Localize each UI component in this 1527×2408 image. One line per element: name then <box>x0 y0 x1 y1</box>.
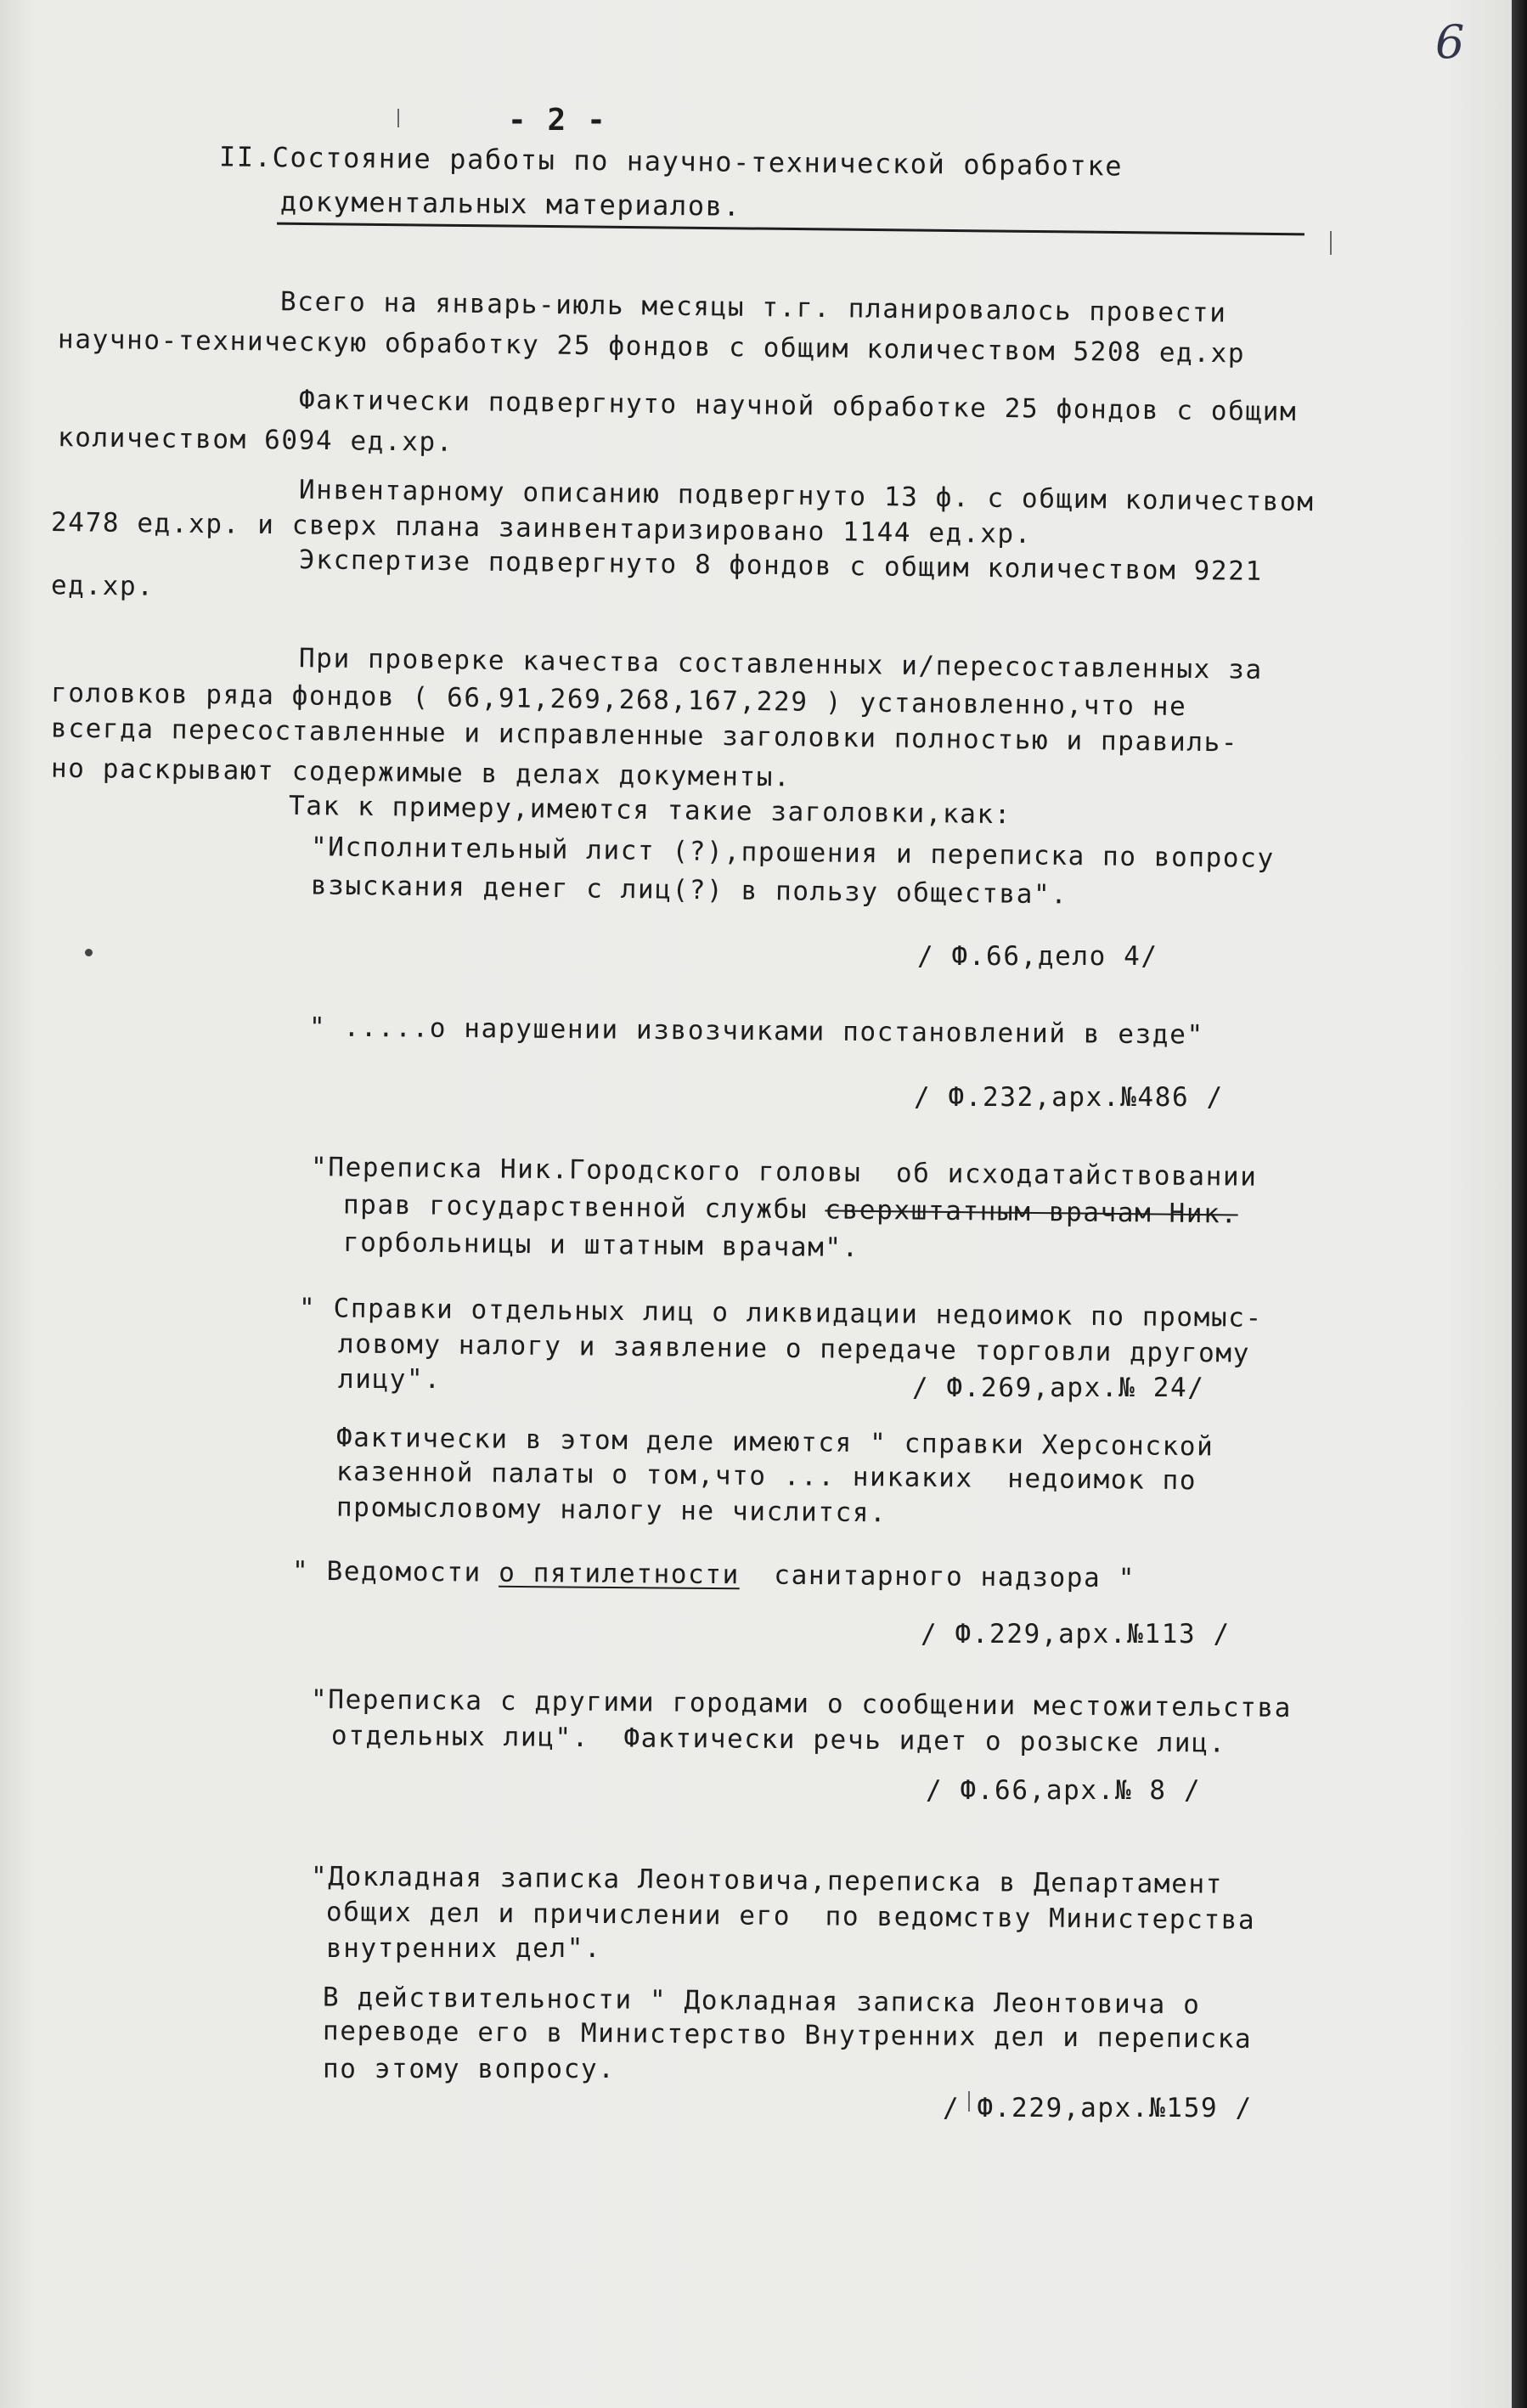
example-7-reference: / Ф.229,арх.№159 / <box>943 2093 1253 2123</box>
example-6-line-2: отдельных лиц". Фактически речь идет о розыске лиц. <box>330 1720 1226 1759</box>
example-5-line-1 <box>292 1556 1135 1594</box>
example-6-line-1: "Переписка с другими городами о сообщении местожительства <box>310 1683 1293 1724</box>
example-4-line-3: лицу". <box>338 1364 442 1395</box>
summary-line-4: количеством 6094 ед.хр. <box>57 422 454 458</box>
example-2-reference: / Ф.232,арх.№486 / <box>914 1082 1224 1113</box>
example-4-note-line-1: Фактически в этом деле имеются " справки Херсонской <box>335 1422 1214 1463</box>
example-4-line-2: ловому налогу и заявление о передаче торговли другому <box>337 1328 1251 1369</box>
example-3-struck-text: сверхштатным врачам Ник. <box>825 1194 1238 1230</box>
example-1-line-2: взыскания денег с лиц(?) в пользу общества". <box>310 870 1068 911</box>
example-7-note-line-2: переводе его в Министерство Внутренних дел и переписка <box>322 2016 1253 2055</box>
example-3-line-2-start: прав государственной службы <box>342 1189 825 1226</box>
example-6-reference: / Ф.66,арх.№ 8 / <box>926 1775 1202 1806</box>
example-7-note-line-1: В действительности " Докладная записка Леонтовича о <box>322 1982 1201 2021</box>
page-marker: - 2 - <box>508 103 607 138</box>
heading-underline <box>277 223 1304 236</box>
check-line-5: Так к примеру,имеются такие заголовки,как: <box>288 790 1012 831</box>
example-1-line-1: "Исполнительный лист (?),прошения и переписка по вопросу <box>310 832 1275 874</box>
example-4-note-line-2: казенной палаты о том,что ... никаких недоимок по <box>335 1456 1197 1497</box>
summary-line-5: Инвентарному описанию подвергнуто 13 ф. с общим количеством <box>298 474 1315 518</box>
margin-tick <box>397 109 399 127</box>
handwritten-page-number: 6 <box>1435 15 1465 69</box>
example-4-note-line-3: промысловому налогу не числится. <box>335 1492 887 1529</box>
summary-line-7: Экспертизе подвергнуто 8 фондов с общим количеством 9221 <box>298 544 1263 587</box>
section-heading-line-2: документальных материалов. <box>279 185 741 223</box>
check-line-3: всегда пересоставленные и исправленные заголовки полностью и правиль- <box>50 713 1239 758</box>
check-line-1: При проверке качества составленных и/пересоставленных за <box>298 643 1263 685</box>
example-5-reference: / Ф.229,арх.№113 / <box>921 1619 1231 1650</box>
example-5-underlined: о пятилетности <box>499 1557 741 1591</box>
summary-line-6: 2478 ед.хр. и сверх плана заинвентаризировано 1144 ед.хр. <box>50 506 1033 550</box>
example-5-end: санитарного надзора " <box>739 1559 1136 1594</box>
example-3-line-1: "Переписка Ник.Городского головы об исходатайствовании <box>310 1152 1258 1193</box>
example-7-note-line-3: по этому вопросу. <box>323 2054 616 2084</box>
summary-line-2: научно-техническую обработку 25 фондов с общим количеством 5208 ед.хр <box>57 324 1246 369</box>
example-7-line-2: общих дел и причислении его по ведомству Министерства <box>325 1897 1256 1936</box>
summary-line-8: ед.хр. <box>50 570 155 602</box>
example-7-line-1: "Докладная записка Леонтовича,переписка в Департамент <box>310 1861 1224 1900</box>
example-3-line-3: горбольницы и штатным врачам". <box>342 1227 860 1264</box>
summary-line-1: Всего на январь-июль месяцы т.г. планировалось провести <box>279 286 1227 329</box>
example-1-reference: / Ф.66,дело 4/ <box>917 941 1158 972</box>
page-edge-shadow <box>1512 0 1527 2408</box>
check-line-2: головков ряда фондов ( 66,91,269,268,167,229 ) установленно,что не <box>50 677 1187 723</box>
example-4-reference: / Ф.269,арх.№ 24/ <box>912 1373 1205 1403</box>
example-2-line-1: " .....о нарушении извозчиками постановлений в езде" <box>308 1012 1204 1051</box>
example-7-line-3: внутренних дел". <box>326 1933 602 1964</box>
example-5-start: " Ведомости <box>291 1555 499 1588</box>
section-heading-line-1: II.Состояние работы по научно-технической обработке <box>218 140 1124 183</box>
example-3-line-2 <box>343 1189 1238 1229</box>
example-4-line-1: " Справки отдельных лиц о ликвидации недоимок по промыс- <box>298 1293 1263 1334</box>
margin-dot <box>85 949 93 956</box>
check-line-4: но раскрывают содержимые в делах документы. <box>50 753 792 793</box>
margin-tick <box>1330 231 1332 255</box>
summary-line-3: Фактически подвергнуто научной обработке 25 фондов с общим <box>298 384 1298 428</box>
